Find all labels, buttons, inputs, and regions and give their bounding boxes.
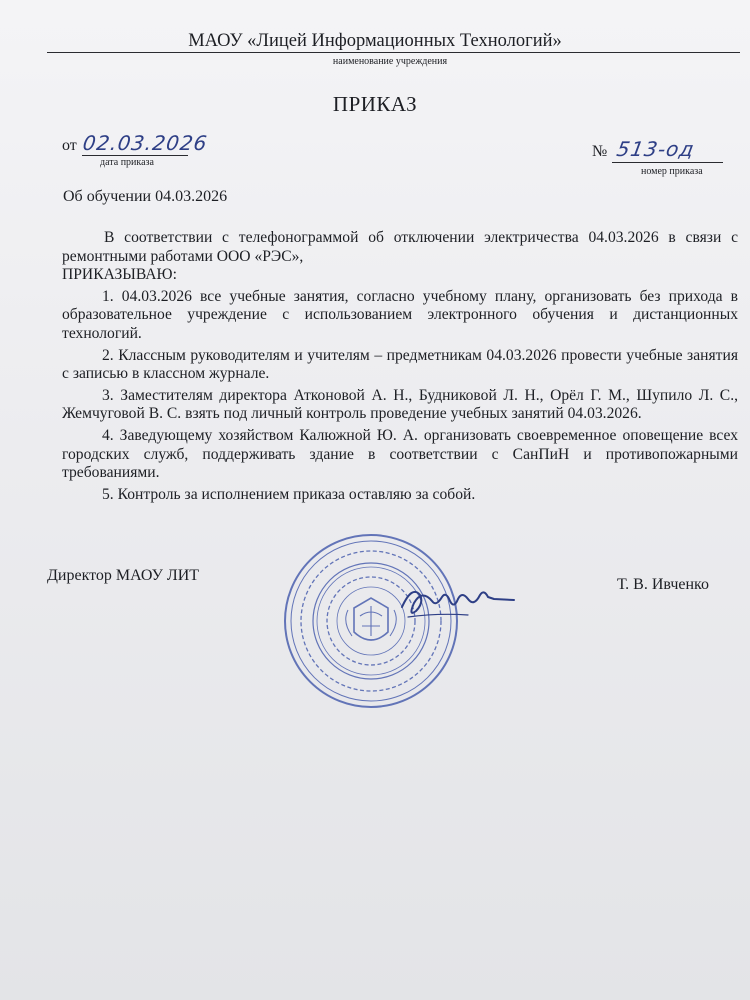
date-caption: дата приказа — [100, 157, 154, 168]
order-subject: Об обучении 04.03.2026 — [63, 188, 228, 205]
decree-word: ПРИКАЗЫВАЮ: — [62, 266, 177, 284]
date-prefix: от — [62, 137, 77, 154]
order-item: 1. 04.03.2026 все учебные занятия, согласно учебному плану, организовать без прихода в образовательное учреждение с использованием электронного обучения и дистанционных технологий. — [62, 287, 738, 342]
order-number-handwritten: 513-од — [614, 137, 697, 161]
order-item: 4. Заведующему хозяйством Калюжной Ю. А. организовать своевременное оповещение всех городских служб, поддерживать здание в соответствии с СанПиН и противопожарными требованиями. — [62, 426, 738, 482]
order-date-handwritten: 02.03.2026 — [81, 131, 210, 155]
organization-caption: наименование учреждения — [332, 56, 448, 67]
director-signature — [398, 577, 518, 627]
director-name: Т. В. Ивченко — [617, 576, 710, 593]
director-position: Директор МАОУ ЛИТ — [47, 567, 200, 584]
order-item: 2. Классным руководителям и учителям – предметникам 04.03.2026 провести учебные занятия с записью в классном журнале. — [62, 346, 738, 383]
document-title: ПРИКАЗ — [332, 92, 418, 116]
order-item: 3. Заместителям директора Атконовой А. Н., Будниковой Л. Н., Орёл Г. М., Шупило Л. С., Жемчуговой В. С. взять под личный контроль проведение учебных занятий 04.03.2026. — [62, 386, 738, 423]
organization-underline — [47, 52, 740, 53]
organization-name: МАОУ «Лицей Информационных Технологий» — [188, 31, 562, 51]
number-caption: номер приказа — [641, 166, 703, 177]
order-item: 5. Контроль за исполнением приказа оставляю за собой. — [102, 485, 476, 503]
date-underline — [82, 155, 188, 156]
order-body — [62, 229, 738, 504]
number-prefix: № — [592, 143, 608, 160]
order-intro: В соответствии с телефонограммой об отключении электричества 04.03.2026 в связи с ремонтными работами ООО «РЭС», — [62, 229, 738, 265]
number-underline — [612, 162, 723, 163]
